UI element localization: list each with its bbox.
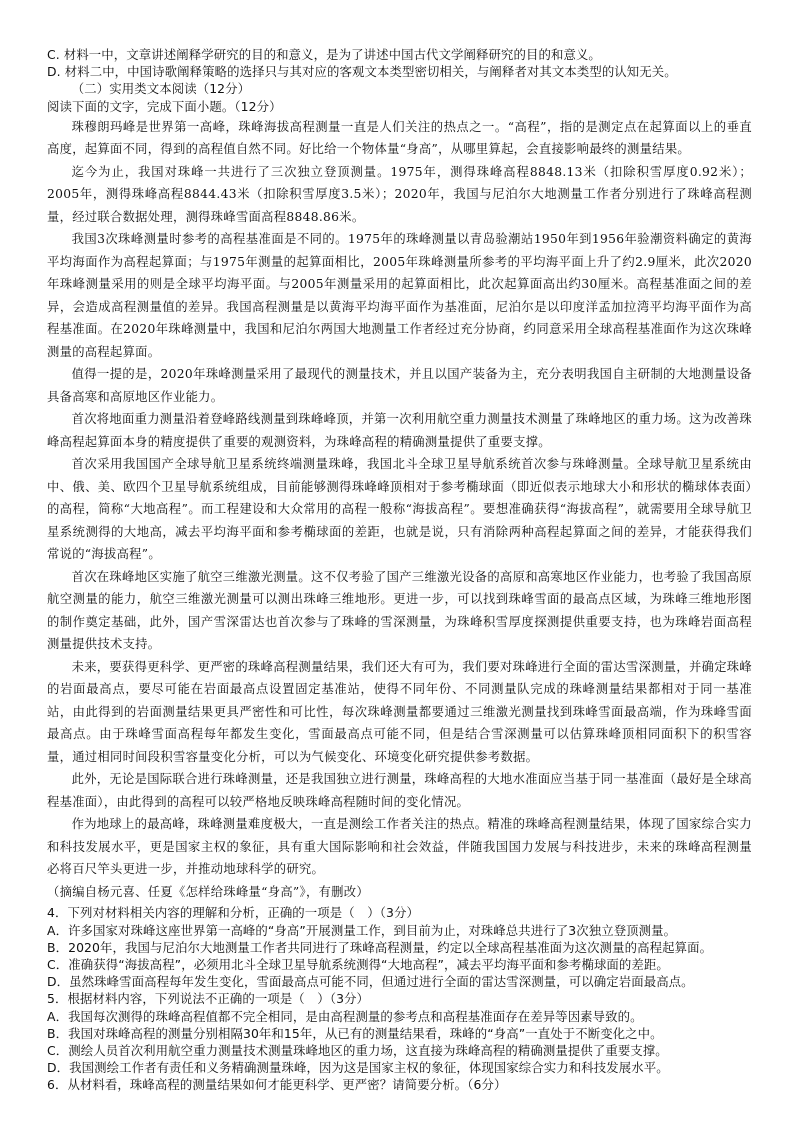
question-5-option-b: B．我国对珠峰高程的测量分别相隔30年和15年，从已有的测量结果看，珠峰的“身高”一直处于不断变化之中。 xyxy=(47,1025,663,1041)
passage-paragraph-1: 珠穆朗玛峰是世界第一高峰，珠峰海拔高程测量一直是人们关注的热点之一。“高程”，指的是测定点在起算面以上的垂直高度，起算面不同，得到的高程值自然不同。好比给一个物体量“身高”，从哪里算起，会直接影响最终的测量结果。 xyxy=(47,119,752,157)
prev-option-c: C. 材料一中，文章讲述阐释学研究的目的和意义，是为了讲述中国古代文学阐释研究的目的和意义。 xyxy=(47,47,601,62)
question-4-option-a: A．许多国家对珠峰这座世界第一高峰的“身高”开展测量工作，到目前为止，对珠峰总共进行了3次独立登顶测量。 xyxy=(47,922,677,938)
question-4-option-b: B．2020年，我国与尼泊尔大地测量工作者共同进行了珠峰高程测量，约定以全球高程基准面为这次测量的高程起算面。 xyxy=(47,939,713,955)
question-4-option-d: D．虽然珠峰雪面高程每年发生变化，雪面最高点可能不同，但通过进行全面的雷达雪深测量，可以确定岩面最高点。 xyxy=(47,974,694,990)
passage-paragraph-6: 首次采用我国国产全球导航卫星系统终端测量珠峰，我国北斗全球卫星导航系统首次参与珠峰测量。全球导航卫星系统由中、俄、美、欧四个卫星导航系统组成，目前能够测得珠峰峰顶相对于参考椭球面（即近似表示地球大小和形状的椭球体表面）的高程，简称“大地高程”。而工程建设和大众常用的高程一般称“海拔高程”。要想准确获得“海拔高程”，就需要用全球导航卫星系统测得的大地高，减去平均海平面和参考椭球面的差距，也就是说，只有消除两种高程起算面之间的差异，才能获得我们常说的“海拔高程”。 xyxy=(47,457,752,562)
question-5-option-d: D．我国测绘工作者有责任和义务精确测量珠峰，因为这是国家主权的象征，体现国家综合实力和科技发展水平。 xyxy=(47,1060,669,1076)
prev-options xyxy=(47,46,752,115)
passage-paragraph-7: 首次在珠峰地区实施了航空三维激光测量。这不仅考验了国产三维激光设备的高原和高寒地区作业能力，也考验了我国高原航空测量的能力，航空三维激光测量可以测出珠峰三维地形。更进一步，可以找到珠峰雪面的最高点区域，为珠峰三维地形图的制作奠定基础，此外，国产雪深雷达也首次参与了珠峰的雪深测量，为珠峰积雪厚度探测提供重要支持，也为珠峰岩面高程测量提供技术支持。 xyxy=(47,569,752,652)
prev-option-d: D. 材料二中，中国诗歌阐释策略的选择只与其对应的客观文本类型密切相关，与阐释者对其文本类型的认知无关。 xyxy=(47,64,677,80)
question-5-option-c: C．测绘人员首次利用航空重力测量技术测量珠峰地区的重力场，这直接为珠峰高程的精确测量提供了重要支撑。 xyxy=(47,1042,668,1058)
question-5-stem: 5．根据材料内容，下列说法不正确的一项是（ ）（3分） xyxy=(47,991,370,1007)
passage-paragraph-9: 此外，无论是国际联合进行珠峰测量，还是我国独立进行测量，珠峰高程的大地水准面应当基于同一基准面（最好是全球高程基准面），由此得到的高程可以较严格地反映珠峰高程随时间的变化情况。 xyxy=(47,772,752,809)
question-4-option-c: C．准确获得“海拔高程”，必须用北斗全球卫星导航系统测得“大地高程”，减去平均海平面和参考椭球面的差距。 xyxy=(47,956,669,972)
exam-page xyxy=(47,46,752,1094)
question-6-stem: 6．从材料看，珠峰高程的测量结果如何才能更科学、更严密？请简要分析。（6分） xyxy=(47,1077,507,1093)
passage-paragraph-2: 迄今为止，我国对珠峰一共进行了三次独立登顶测量。1975年，测得珠峰高程8848.13米（扣除积雪厚度0.92米）；2005年，测得珠峰高程8844.43米（扣除积雪厚度3.5米）；2020年，我国与尼泊尔大地测量工作者分别进行了珠峰高程测量，经过联合数据处理，测得珠峰雪面高程8848.86米。 xyxy=(47,164,752,224)
question-5-option-a: A．我国每次测得的珠峰高程值都不完全相同，是由高程测量的参考点和高程基准面存在差异等因素导致的。 xyxy=(47,1008,643,1024)
passage-paragraph-8: 未来，要获得更科学、更严密的珠峰高程测量结果，我们还大有可为，我们要对珠峰进行全面的雷达雪深测量，并确定珠峰的岩面最高点，要尽可能在岩面最高点设置固定基准站，使得不同年份、不同测量队完成的珠峰测量结果都相对于同一基准站，由此得到的岩面测量结果更具严密性和可比性，每次珠峰测量都要通过三维激光测量找到珠峰雪面最高端，作为珠峰雪面最高点。由于珠峰雪面高程每年都发生变化，雪面最高点可能不同，但是结合雪深测量可以估算珠峰顶相同面积下的积雪容量，通过相同时间段积雪容量变化分析，可以为气候变化、环境变化研究提供参考数据。 xyxy=(47,659,752,764)
passage-paragraph-3: 我国3次珠峰测量时参考的高程基准面是不同的。1975年的珠峰测量以青岛验潮站1950年到1956年验潮资料确定的黄海平均海面作为高程起算面；与1975年测量的起算面相比，2005年珠峰测量所参考的平均海平面上升了约2.9厘米，此次2020年珠峰测量采用的则是全球平均海平面。与2005年测量采用的起算面相比，此次起算面高出约30厘米。高程基准面之间的差异，会造成高程测量值的差异。我国高程测量是以黄海平均海平面作为基准面，尼泊尔是以印度洋孟加拉湾平均海平面作为高程基准面。在2020年珠峰测量中，我国和尼泊尔两国大地测量工作者经过充分协商，约同意采用全球高程基准面作为这次珠峰测量的高程起算面。 xyxy=(47,232,752,359)
instruction: 阅读下面的文字，完成下面小题。（12分） xyxy=(47,98,282,114)
question-4-stem: 4．下列对材料相关内容的理解和分析，正确的一项是（ ）（3分） xyxy=(47,905,419,921)
passage-paragraph-4: 值得一提的是，2020年珠峰测量采用了最现代的测量技术，并且以国产装备为主，充分表明我国自主研制的大地测量设备具备高寒和高原地区作业能力。 xyxy=(47,367,752,404)
questions xyxy=(47,904,752,1093)
section-heading: （二）实用类文本阅读（12分） xyxy=(71,81,251,97)
passage xyxy=(47,116,752,904)
source-citation: （摘编自杨元喜、任夏《怎样给珠峰量“身高”》，有删改） xyxy=(47,884,369,899)
passage-paragraph-5: 首次将地面重力测量沿着登峰路线测量到珠峰峰顶，并第一次利用航空重力测量技术测量了珠峰地区的重力场。这为改善珠峰高程起算面本身的精度提供了重要的观测资料，为珠峰高程的精确测量提供了重要支撑。 xyxy=(47,412,752,449)
passage-paragraph-10: 作为地球上的最高峰，珠峰测量难度极大，一直是测绘工作者关注的热点。精准的珠峰高程测量结果，体现了国家综合实力和科技发展水平，更是国家主权的象征，具有重大国际影响和社会效益，伴随我国国力发展与科技进步，未来的珠峰高程测量必将百尺竿头更进一步，并推动地球科学的研究。 xyxy=(47,817,752,877)
